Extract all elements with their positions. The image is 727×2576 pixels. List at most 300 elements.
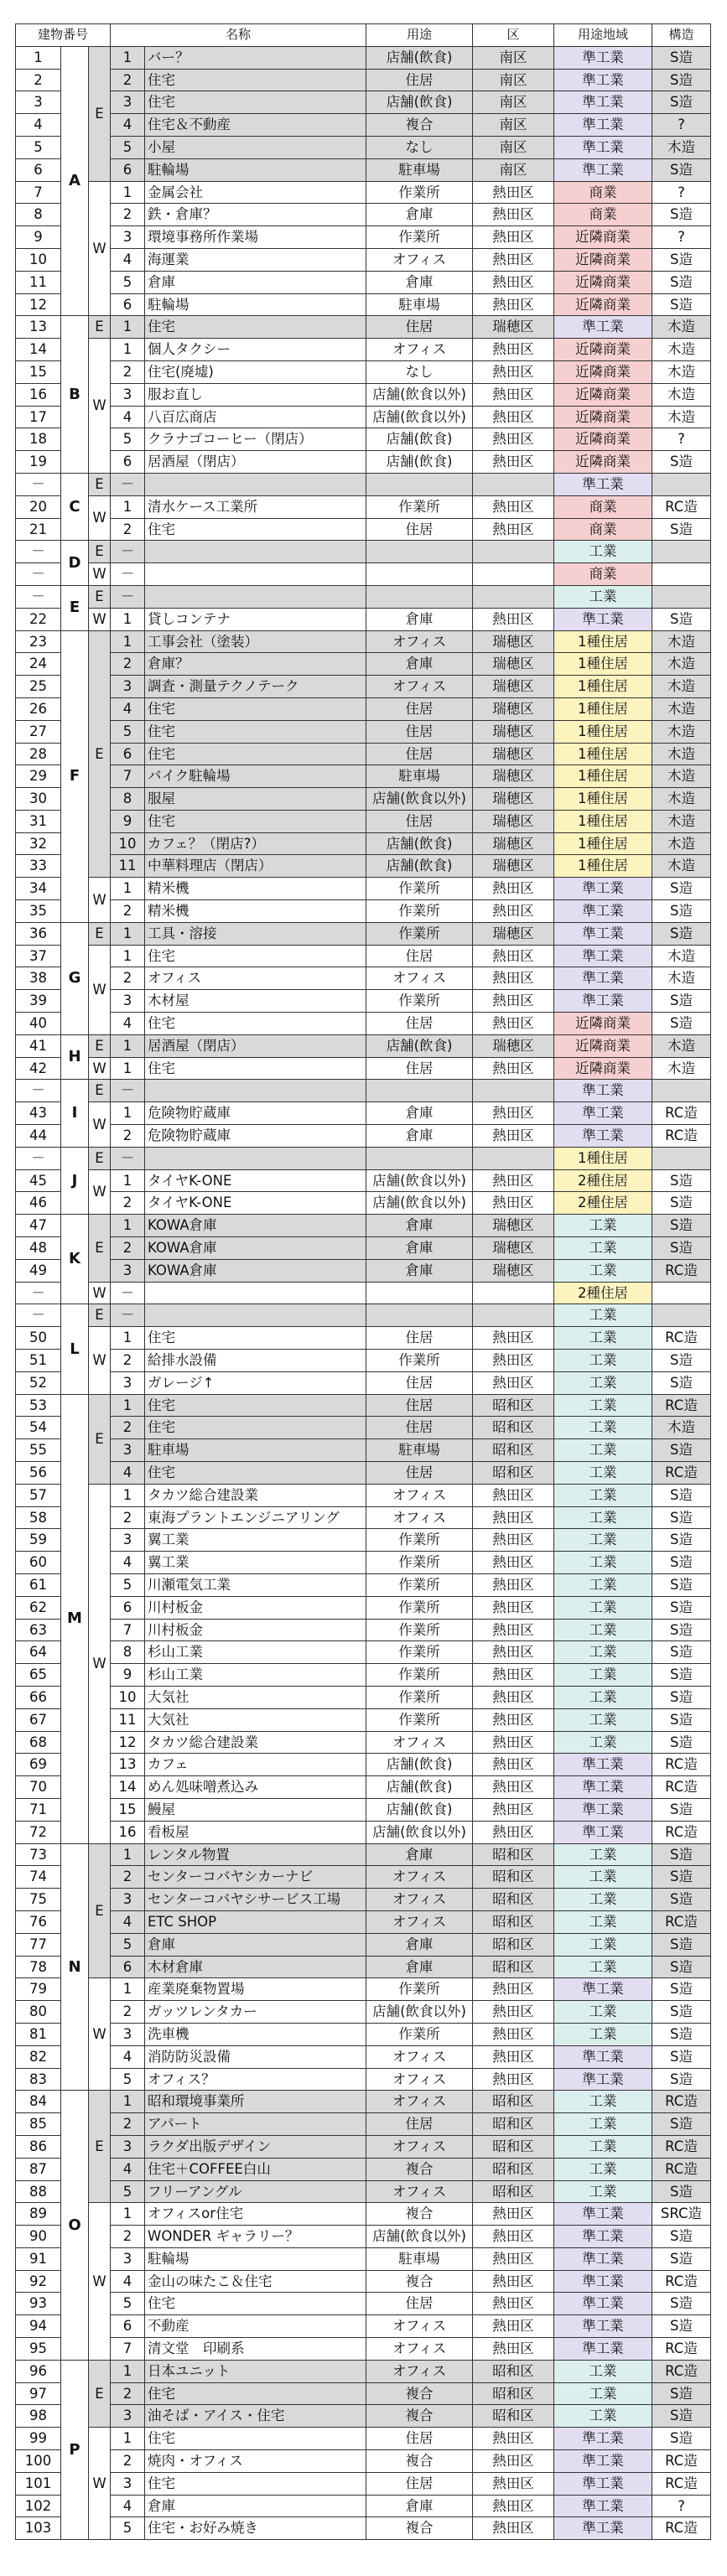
- zone-cell: 1種住居: [554, 653, 652, 676]
- structure-cell: S造: [652, 69, 711, 91]
- table-row: [16, 2113, 711, 2136]
- ward-cell: 熱田区: [473, 2495, 554, 2517]
- use-cell: 作業所: [366, 1664, 473, 1687]
- side-label: E: [89, 922, 111, 945]
- ward-cell: 熱田区: [473, 1102, 554, 1125]
- use-cell: 店舗(飲食): [366, 832, 473, 855]
- zone-cell: 準工業: [554, 158, 652, 181]
- side-label: E: [89, 1843, 111, 1978]
- block-label: E: [61, 585, 89, 630]
- use-cell: 作業所: [366, 1619, 473, 1641]
- zone-cell: 工業: [554, 1350, 652, 1372]
- building-name: クラナゴコーヒー（閉店）: [145, 428, 366, 451]
- table-row: [16, 1889, 711, 1911]
- row-number: －: [16, 1147, 61, 1169]
- use-cell: 住居: [366, 1013, 473, 1035]
- zone-cell: 準工業: [554, 900, 652, 923]
- row-number: 1: [16, 46, 61, 69]
- sub-number: 3: [111, 990, 145, 1013]
- ward-cell: 瑞穂区: [473, 720, 554, 743]
- sub-number: 9: [111, 810, 145, 832]
- sub-number: 4: [111, 2158, 145, 2180]
- use-cell: 倉庫: [366, 1259, 473, 1282]
- sub-number: 3: [111, 1439, 145, 1462]
- row-number: 60: [16, 1552, 61, 1574]
- building-name: 杉山工業: [145, 1664, 366, 1687]
- block-label: G: [61, 922, 89, 1034]
- table-row: [16, 2472, 711, 2495]
- building-survey-table: [15, 23, 711, 2540]
- use-cell: 作業所: [366, 1686, 473, 1708]
- building-name: [145, 473, 366, 495]
- use-cell: 駐車場: [366, 2247, 473, 2270]
- use-cell: オフィス: [366, 967, 473, 990]
- ward-cell: 南区: [473, 69, 554, 91]
- use-cell: 店舗(飲食以外): [366, 383, 473, 406]
- structure-cell: S造: [652, 1708, 711, 1731]
- sub-number: 3: [111, 383, 145, 406]
- zone-cell: 工業: [554, 1237, 652, 1260]
- use-cell: 店舗(飲食): [366, 1754, 473, 1776]
- use-cell: 作業所: [366, 878, 473, 900]
- table-row: [16, 1169, 711, 1192]
- structure-cell: S造: [652, 2180, 711, 2203]
- table-row: [16, 2495, 711, 2517]
- use-cell: 倉庫: [366, 1125, 473, 1148]
- ward-cell: 南区: [473, 114, 554, 137]
- sub-number: 2: [111, 900, 145, 923]
- structure-cell: RC造: [652, 2450, 711, 2473]
- use-cell: 倉庫: [366, 2495, 473, 2517]
- zone-cell: 工業: [554, 541, 652, 563]
- ward-cell: 熱田区: [473, 2293, 554, 2315]
- use-cell: オフィス: [366, 1731, 473, 1754]
- ward-cell: 熱田区: [473, 226, 554, 249]
- sub-number: 4: [111, 1552, 145, 1574]
- zone-cell: 準工業: [554, 1978, 652, 2001]
- row-number: 73: [16, 1843, 61, 1866]
- use-cell: 作業所: [366, 1596, 473, 1619]
- structure-cell: S造: [652, 46, 711, 69]
- row-number: 86: [16, 2135, 61, 2158]
- building-name: 住宅: [145, 91, 366, 114]
- table-row: [16, 1484, 711, 1506]
- use-cell: オフィス: [366, 248, 473, 271]
- row-number: 91: [16, 2247, 61, 2270]
- row-number: 77: [16, 1933, 61, 1956]
- ward-cell: 熱田区: [473, 428, 554, 451]
- ward-cell: 熱田区: [473, 1641, 554, 1664]
- building-name: ラクダ出版デザイン: [145, 2135, 366, 2158]
- block-label: F: [61, 630, 89, 922]
- use-cell: オフィス: [366, 2091, 473, 2113]
- structure-cell: S造: [652, 2315, 711, 2338]
- side-label: E: [89, 1304, 111, 1327]
- sub-number: 3: [111, 2405, 145, 2428]
- structure-cell: S造: [652, 1619, 711, 1641]
- ward-cell: 熱田区: [473, 293, 554, 316]
- building-name: 駐車場: [145, 1439, 366, 1462]
- ward-cell: 熱田区: [473, 1798, 554, 1821]
- structure-cell: S造: [652, 1439, 711, 1462]
- row-number: 48: [16, 1237, 61, 1260]
- row-number: 35: [16, 900, 61, 923]
- ward-cell: 熱田区: [473, 1327, 554, 1350]
- row-number: 3: [16, 91, 61, 114]
- sub-number: 3: [111, 2135, 145, 2158]
- use-cell: 複合: [366, 2270, 473, 2293]
- building-name: 駐輪場: [145, 293, 366, 316]
- table-row: [16, 91, 711, 114]
- table-row: [16, 2517, 711, 2540]
- zone-cell: 工業: [554, 1596, 652, 1619]
- row-number: 84: [16, 2091, 61, 2113]
- use-cell: 作業所: [366, 1641, 473, 1664]
- row-number: 11: [16, 271, 61, 293]
- table-row: [16, 1956, 711, 1978]
- building-name: 海運業: [145, 248, 366, 271]
- ward-cell: 熱田区: [473, 406, 554, 428]
- table-row: [16, 1259, 711, 1282]
- structure-cell: S造: [652, 1843, 711, 1866]
- ward-cell: 熱田区: [473, 2203, 554, 2226]
- use-cell: 倉庫: [366, 653, 473, 676]
- ward-cell: [473, 473, 554, 495]
- row-number: 39: [16, 990, 61, 1013]
- building-name: KOWA倉庫: [145, 1215, 366, 1237]
- building-name: 清水ケース工業所: [145, 495, 366, 518]
- table-row: [16, 1282, 711, 1304]
- building-name: 工事会社（塗装）: [145, 630, 366, 653]
- table-row: [16, 2068, 711, 2091]
- ward-cell: 瑞穂区: [473, 697, 554, 720]
- zone-cell: 近隣商業: [554, 451, 652, 474]
- zone-cell: 近隣商業: [554, 383, 652, 406]
- ward-cell: 熱田区: [473, 1596, 554, 1619]
- use-cell: 住居: [366, 2428, 473, 2450]
- use-cell: [366, 473, 473, 495]
- zone-cell: 準工業: [554, 878, 652, 900]
- building-name: ETC SHOP: [145, 1910, 366, 1933]
- use-cell: [366, 1304, 473, 1327]
- structure-cell: [652, 1080, 711, 1102]
- sub-number: 10: [111, 832, 145, 855]
- zone-cell: 工業: [554, 1462, 652, 1485]
- sub-number: 11: [111, 855, 145, 878]
- zone-cell: 2種住居: [554, 1169, 652, 1192]
- zone-cell: 工業: [554, 585, 652, 608]
- table-row: [16, 316, 711, 339]
- ward-cell: 昭和区: [473, 1417, 554, 1439]
- zone-cell: 工業: [554, 1371, 652, 1394]
- table-row: [16, 676, 711, 698]
- table-row: [16, 608, 711, 630]
- building-name: 住宅: [145, 316, 366, 339]
- block-label: C: [61, 473, 89, 540]
- zone-cell: 工業: [554, 1843, 652, 1866]
- sub-number: 2: [111, 1237, 145, 1260]
- building-name: [145, 585, 366, 608]
- use-cell: 店舗(飲食以外): [366, 1192, 473, 1215]
- building-name: 倉庫: [145, 1933, 366, 1956]
- structure-cell: RC造: [652, 2091, 711, 2113]
- header-use: 用途: [366, 24, 473, 47]
- row-number: 56: [16, 1462, 61, 1485]
- building-name: 木材倉庫: [145, 1956, 366, 1978]
- structure-cell: 木造: [652, 810, 711, 832]
- row-number: 102: [16, 2495, 61, 2517]
- structure-cell: ?: [652, 2495, 711, 2517]
- sub-number: 2: [111, 1350, 145, 1372]
- structure-cell: S造: [652, 1978, 711, 2001]
- table-row: [16, 967, 711, 990]
- zone-cell: 準工業: [554, 2428, 652, 2450]
- sub-number: 2: [111, 1192, 145, 1215]
- row-number: 42: [16, 1057, 61, 1080]
- ward-cell: 熱田区: [473, 1013, 554, 1035]
- building-name: 住宅: [145, 518, 366, 541]
- table-row: [16, 1215, 711, 1237]
- building-name: 住宅: [145, 1327, 366, 1350]
- use-cell: 住居: [366, 2293, 473, 2315]
- building-name: レンタル物置: [145, 1843, 366, 1866]
- structure-cell: S造: [652, 1552, 711, 1574]
- structure-cell: RC造: [652, 1776, 711, 1799]
- ward-cell: 昭和区: [473, 1910, 554, 1933]
- zone-cell: 1種住居: [554, 832, 652, 855]
- zone-cell: 工業: [554, 1529, 652, 1552]
- zone-cell: 準工業: [554, 2068, 652, 2091]
- zone-cell: 工業: [554, 1215, 652, 1237]
- table-row: [16, 451, 711, 474]
- row-number: 88: [16, 2180, 61, 2203]
- row-number: 38: [16, 967, 61, 990]
- building-name: 川村板金: [145, 1596, 366, 1619]
- sub-number: 1: [111, 1484, 145, 1506]
- table-row: [16, 1933, 711, 1956]
- table-row: [16, 1080, 711, 1102]
- structure-cell: S造: [652, 451, 711, 474]
- ward-cell: 熱田区: [473, 945, 554, 967]
- zone-cell: 工業: [554, 2001, 652, 2024]
- table-row: [16, 1866, 711, 1889]
- structure-cell: 木造: [652, 676, 711, 698]
- zone-cell: 近隣商業: [554, 226, 652, 249]
- sub-number: 1: [111, 1102, 145, 1125]
- ward-cell: 昭和区: [473, 1394, 554, 1417]
- table-row: [16, 2270, 711, 2293]
- row-number: 85: [16, 2113, 61, 2136]
- row-number: 74: [16, 1866, 61, 1889]
- row-number: 49: [16, 1259, 61, 1282]
- building-name: ガッツレンタカー: [145, 2001, 366, 2024]
- table-row: [16, 1102, 711, 1125]
- structure-cell: RC造: [652, 1821, 711, 1843]
- sub-number: 5: [111, 271, 145, 293]
- structure-cell: RC造: [652, 1754, 711, 1776]
- ward-cell: 熱田区: [473, 1506, 554, 1529]
- use-cell: 複合: [366, 2450, 473, 2473]
- sub-number: 5: [111, 2293, 145, 2315]
- zone-cell: 準工業: [554, 69, 652, 91]
- structure-cell: 木造: [652, 697, 711, 720]
- building-name: 住宅・お好み焼き: [145, 2517, 366, 2540]
- table-row: [16, 765, 711, 788]
- row-number: 61: [16, 1573, 61, 1596]
- table-row: [16, 1304, 711, 1327]
- table-row: [16, 1552, 711, 1574]
- ward-cell: 熱田区: [473, 1573, 554, 1596]
- row-number: 6: [16, 158, 61, 181]
- building-name: オフィス？: [145, 2068, 366, 2091]
- building-name: 八百広商店: [145, 406, 366, 428]
- use-cell: 店舗(飲食): [366, 46, 473, 69]
- building-name: 給排水設備: [145, 1350, 366, 1372]
- sub-number: 6: [111, 743, 145, 765]
- zone-cell: 商業: [554, 181, 652, 204]
- structure-cell: RC造: [652, 2517, 711, 2540]
- structure-cell: 木造: [652, 832, 711, 855]
- use-cell: 複合: [366, 2158, 473, 2180]
- sub-number: 3: [111, 676, 145, 698]
- use-cell: [366, 585, 473, 608]
- building-name: 金属会社: [145, 181, 366, 204]
- building-name: 看板屋: [145, 1821, 366, 1843]
- zone-cell: 工業: [554, 1731, 652, 1754]
- use-cell: オフィス: [366, 1910, 473, 1933]
- use-cell: 倉庫: [366, 1237, 473, 1260]
- table-row: [16, 1776, 711, 1799]
- building-name: 翼工業: [145, 1552, 366, 1574]
- zone-cell: 1種住居: [554, 743, 652, 765]
- use-cell: オフィス: [366, 2315, 473, 2338]
- zone-cell: 工業: [554, 1708, 652, 1731]
- table-row: [16, 1596, 711, 1619]
- building-name: 住宅: [145, 1462, 366, 1485]
- structure-cell: ?: [652, 428, 711, 451]
- row-number: 99: [16, 2428, 61, 2450]
- ward-cell: 熱田区: [473, 2270, 554, 2293]
- row-number: 41: [16, 1034, 61, 1057]
- ward-cell: 昭和区: [473, 2382, 554, 2405]
- ward-cell: 熱田区: [473, 181, 554, 204]
- ward-cell: 熱田区: [473, 1169, 554, 1192]
- table-row: [16, 360, 711, 383]
- zone-cell: 準工業: [554, 2450, 652, 2473]
- table-row: [16, 653, 711, 676]
- building-name: 倉庫: [145, 2495, 366, 2517]
- zone-cell: 準工業: [554, 1798, 652, 1821]
- zone-cell: 工業: [554, 2135, 652, 2158]
- zone-cell: 準工業: [554, 2338, 652, 2361]
- table-row: [16, 2158, 711, 2180]
- row-number: 69: [16, 1754, 61, 1776]
- sub-number: 12: [111, 1731, 145, 1754]
- sub-number: 4: [111, 2270, 145, 2293]
- zone-cell: 準工業: [554, 1754, 652, 1776]
- table-row: [16, 204, 711, 226]
- structure-cell: 木造: [652, 788, 711, 811]
- header-name: 名称: [111, 24, 366, 47]
- zone-cell: 準工業: [554, 2247, 652, 2270]
- structure-cell: 木造: [652, 653, 711, 676]
- sub-number: 11: [111, 1708, 145, 1731]
- use-cell: 住居: [366, 1057, 473, 1080]
- sub-number: 1: [111, 2428, 145, 2450]
- ward-cell: 熱田区: [473, 1978, 554, 2001]
- ward-cell: 熱田区: [473, 1664, 554, 1687]
- table-row: [16, 585, 711, 608]
- structure-cell: ?: [652, 226, 711, 249]
- use-cell: 店舗(飲食): [366, 1798, 473, 1821]
- zone-cell: 準工業: [554, 1102, 652, 1125]
- use-cell: 駐車場: [366, 293, 473, 316]
- building-name: 倉庫: [145, 271, 366, 293]
- use-cell: 作業所: [366, 1552, 473, 1574]
- ward-cell: 瑞穂区: [473, 855, 554, 878]
- building-name: タイヤK-ONE: [145, 1169, 366, 1192]
- use-cell: オフィス: [366, 2068, 473, 2091]
- use-cell: 作業所: [366, 1529, 473, 1552]
- sub-number: －: [111, 541, 145, 563]
- table-row: [16, 248, 711, 271]
- table-row: [16, 1237, 711, 1260]
- building-name: 駐輪場: [145, 158, 366, 181]
- ward-cell: 熱田区: [473, 2045, 554, 2068]
- building-name: タカツ総合建設業: [145, 1731, 366, 1754]
- use-cell: オフィス: [366, 2338, 473, 2361]
- sub-number: 2: [111, 1417, 145, 1439]
- zone-cell: 準工業: [554, 2517, 652, 2540]
- zone-cell: 1種住居: [554, 630, 652, 653]
- ward-cell: 熱田区: [473, 1776, 554, 1799]
- ward-cell: 熱田区: [473, 1371, 554, 1394]
- structure-cell: S造: [652, 1529, 711, 1552]
- use-cell: オフィス: [366, 630, 473, 653]
- zone-cell: 1種住居: [554, 720, 652, 743]
- sub-number: 15: [111, 1798, 145, 1821]
- building-name: 不動産: [145, 2315, 366, 2338]
- structure-cell: RC造: [652, 1259, 711, 1282]
- use-cell: 店舗(飲食以外): [366, 1169, 473, 1192]
- building-name: 居酒屋（閉店）: [145, 451, 366, 474]
- sub-number: 6: [111, 1956, 145, 1978]
- sub-number: －: [111, 1080, 145, 1102]
- side-label: W: [89, 339, 111, 474]
- zone-cell: 工業: [554, 1889, 652, 1911]
- use-cell: 住居: [366, 743, 473, 765]
- use-cell: 複合: [366, 2203, 473, 2226]
- table-row: [16, 1619, 711, 1641]
- sub-number: 5: [111, 136, 145, 158]
- ward-cell: 熱田区: [473, 608, 554, 630]
- use-cell: 住居: [366, 1394, 473, 1417]
- building-name: オフィス: [145, 967, 366, 990]
- use-cell: オフィス: [366, 676, 473, 698]
- use-cell: 店舗(飲食): [366, 91, 473, 114]
- row-number: 8: [16, 204, 61, 226]
- use-cell: [366, 563, 473, 586]
- building-name: 住宅: [145, 1417, 366, 1439]
- ward-cell: 昭和区: [473, 1439, 554, 1462]
- building-name: 焼肉・オフィス: [145, 2450, 366, 2473]
- structure-cell: RC造: [652, 2360, 711, 2382]
- building-name: 個人タクシー: [145, 339, 366, 361]
- ward-cell: 熱田区: [473, 1125, 554, 1148]
- sub-number: 1: [111, 316, 145, 339]
- use-cell: 作業所: [366, 495, 473, 518]
- row-number: 50: [16, 1327, 61, 1350]
